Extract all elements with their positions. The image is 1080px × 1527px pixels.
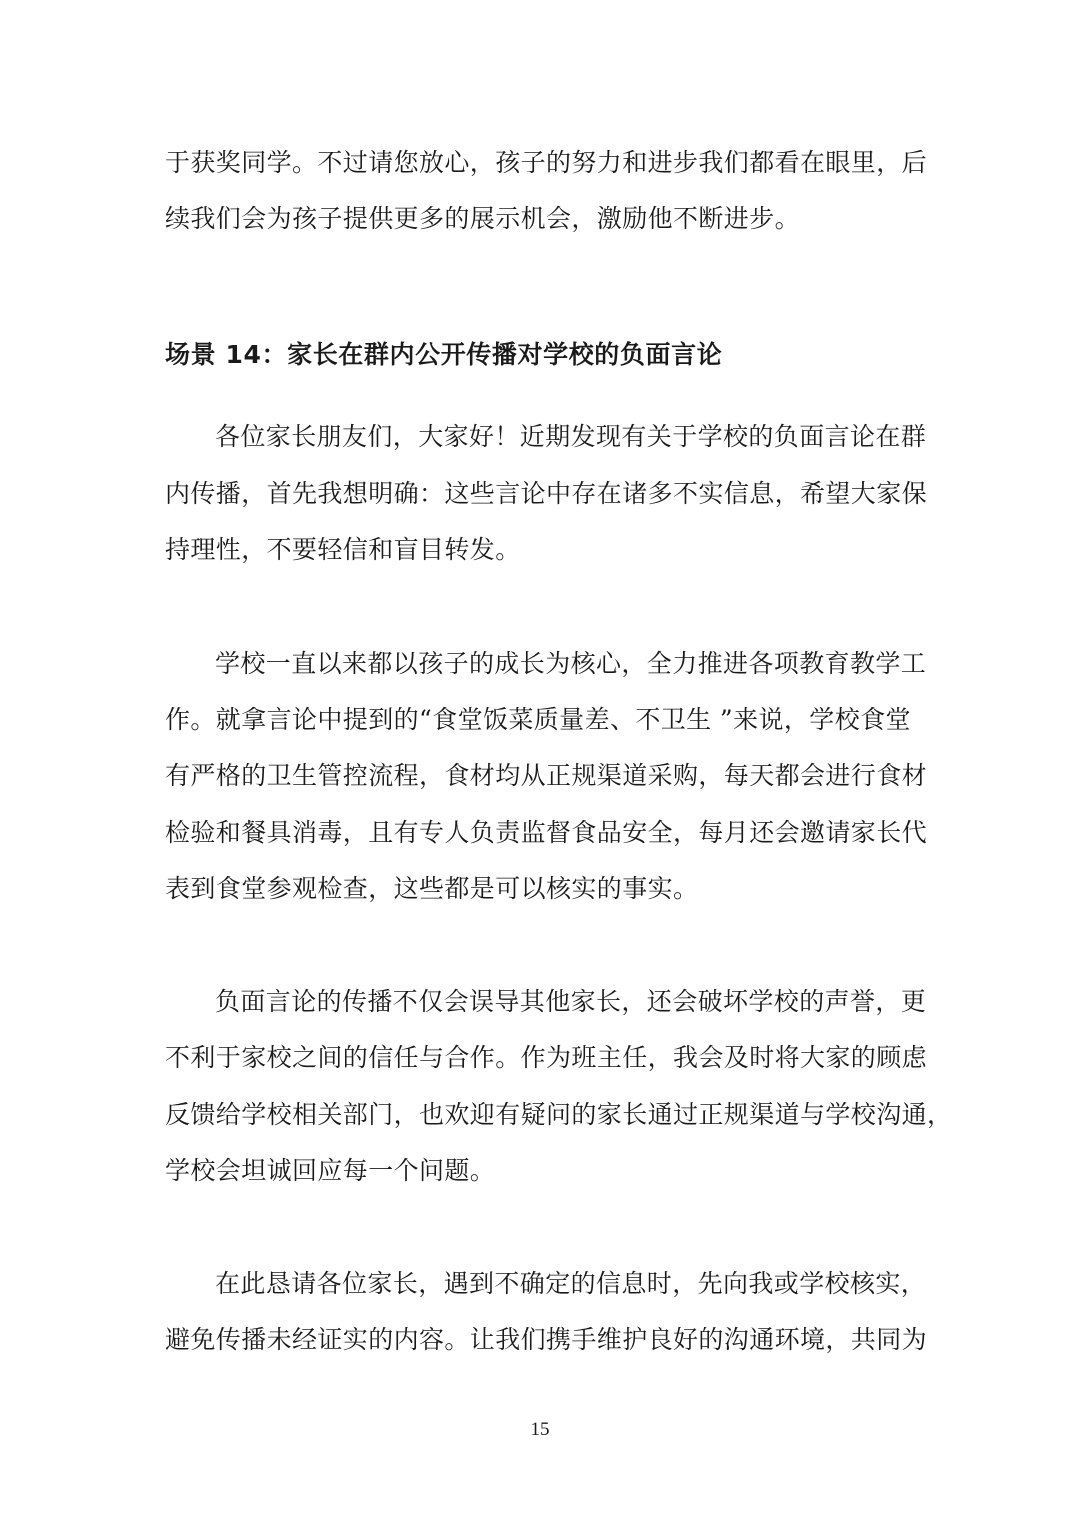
- paragraph-1-line-1: 各位家长朋友们，大家好！近期发现有关于学校的负面言论在群: [215, 422, 927, 451]
- paragraph-3-line-4: 学校会坦诚回应每一个问题。: [165, 1156, 496, 1185]
- paragraph-3-line-2: 不利于家校之间的信任与合作。作为班主任，我会及时将大家的顾虑: [165, 1043, 928, 1072]
- paragraph-2-line-3: 有严格的卫生管控流程，食材均从正规渠道采购，每天都会进行食材: [165, 761, 928, 790]
- paragraph-3-line-3: 反馈给学校相关部门，也欢迎有疑问的家长通过正规渠道与学校沟通，: [165, 1100, 953, 1129]
- paragraph-4-line-2: 避免传播未经证实的内容。让我们携手维护良好的沟通环境，共同为: [165, 1325, 928, 1354]
- page-number: 15: [530, 1419, 550, 1440]
- paragraph-2-line-1: 学校一直以来都以孩子的成长为核心，全力推进各项教育教学工: [215, 649, 927, 678]
- paragraph-1-line-3: 持理性，不要轻信和盲目转发。: [165, 535, 521, 564]
- paragraph-2-line-2: 作。就拿言论中提到的“食堂饭菜质量差、不卫生 ”来说，学校食堂: [165, 705, 911, 734]
- paragraph-3-line-1: 负面言论的传播不仅会误导其他家长，还会破坏学校的声誉，更: [215, 987, 927, 1016]
- continuation-line-2: 续我们会为孩子提供更多的展示机会，激励他不断进步。: [165, 204, 801, 233]
- continuation-line-1: 于获奖同学。不过请您放心，孩子的努力和进步我们都看在眼里，后: [165, 148, 928, 177]
- paragraph-2-line-4: 检验和餐具消毒，且有专人负责监督食品安全，每月还会邀请家长代: [165, 818, 928, 847]
- paragraph-1-line-2: 内传播，首先我想明确：这些言论中存在诸多不实信息，希望大家保: [165, 479, 928, 508]
- section-heading: 场景 14：家长在群内公开传播对学校的负面言论: [165, 340, 723, 369]
- paragraph-4-line-1: 在此恳请各位家长，遇到不确定的信息时，先向我或学校核实，: [215, 1269, 927, 1298]
- paragraph-2-line-5: 表到食堂参观检查，这些都是可以核实的事实。: [165, 874, 699, 903]
